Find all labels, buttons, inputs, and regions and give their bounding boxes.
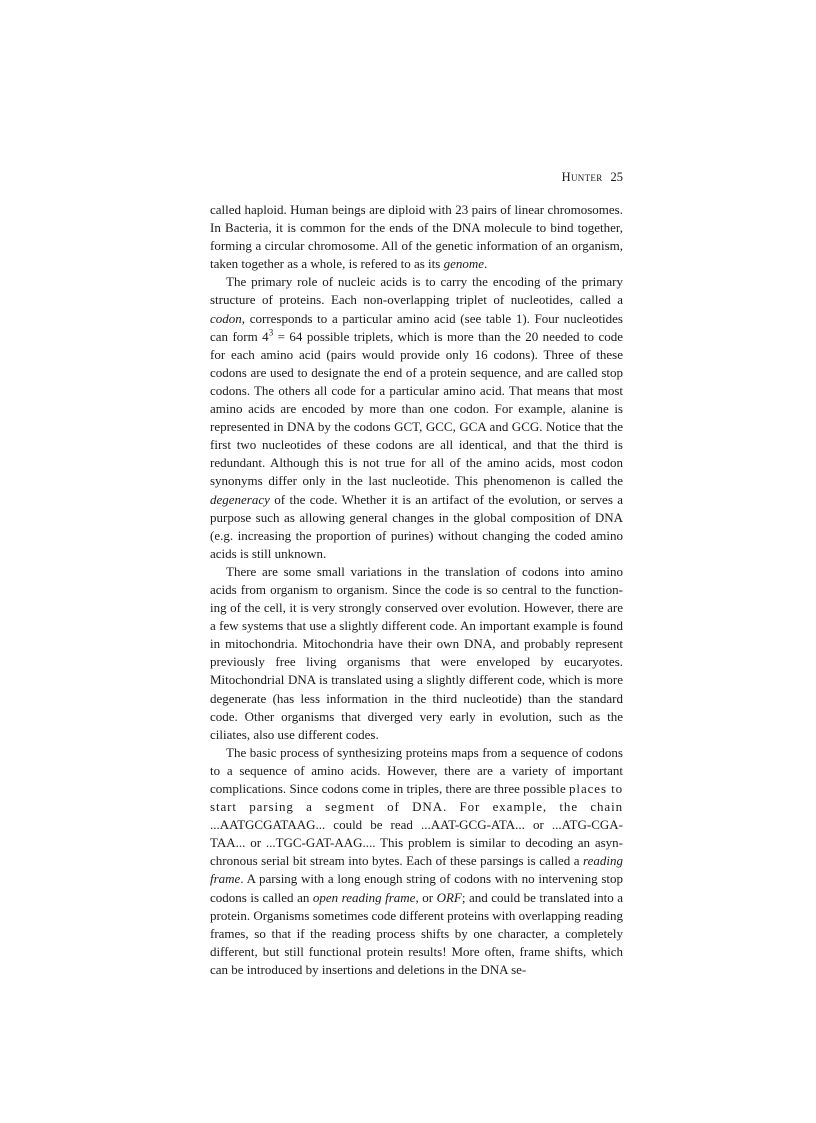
p1-text-b: .	[484, 256, 488, 272]
term-reading-frame: reading frame	[210, 853, 623, 887]
p2-text-b: , corresponds to a particular amino acid (see table 1). Four nucleotides can form 4	[210, 310, 623, 344]
running-header	[562, 170, 623, 185]
p4-text-b: ...AATGCGATAAG... could be read ...AAT-GCG-ATA... or ...ATG-CGA-TAA... or ...TGC-GAT-AAG.... This problem is similar to decoding an asynchronous serial bit stream into bytes. Each of these parsings is called a	[210, 817, 623, 869]
paragraph-2	[210, 273, 623, 563]
body-text	[210, 201, 623, 979]
term-genome: genome	[443, 256, 484, 272]
p2-text-a: The primary role of nucleic acids is to carry the encoding of the primary structure of proteins. Each non-overlapping triplet of nucleotides, called a	[210, 274, 623, 308]
p1-text-a: called haploid. Human beings are diploid with 23 pairs of linear chromosomes. In Bacteria, it is common for the ends of the DNA molecule to bind together, forming a circular chromosome. All of the genetic information of an organism, taken together as a whole, is refered to as its	[210, 202, 623, 272]
term-orf: ORF	[436, 889, 462, 905]
term-open-reading-frame: open reading frame	[312, 889, 416, 905]
p4-text-a: The basic process of synthesizing proteins maps from a sequence of codons to a sequence of amino acids. However, there are a variety of important complications. Since codons come in triples, there are three possible	[210, 744, 623, 796]
p4-text-c: . A parsing with a long enough string of codons with no intervening stop codons is called an	[210, 871, 623, 905]
p4-spaced-line: places to start parsing a segment of DNA. For example, the chain	[210, 781, 623, 815]
running-head-title: Hunter	[561, 170, 603, 184]
exponent: 3	[268, 327, 274, 338]
p2-text-d: of the code. Whether it is an artifact of the evolution, or serves a purpose such as allowing general changes in the global composition of DNA (e.g. increasing the proportion of purines) without changing the coded amino acids is still unknown.	[210, 491, 623, 561]
page-number: 25	[610, 170, 623, 184]
p2-text-c: = 64 possible triplets, which is more than the 20 needed to code for each amino acid (pairs would provide only 16 codons). Three of these codons are used to designate the end of a protein sequence, and are called stop codons. The others all code for a particular amino acid. That means that most amino acids are encoded by more than one codon. For example, alanine is represented in DNA by the codons GCT, GCC, GCA and GCG. Notice that the first two nucleotides of these codons are all identical, and that the third is redundant. Although this is not true for all of the amino acids, most codon synonyms differ only in the last nucleotide. This phenomenon is called the	[210, 328, 623, 489]
term-degeneracy: degeneracy	[210, 491, 270, 507]
p4-text-d: , or	[415, 889, 437, 905]
term-codon: codon	[210, 310, 242, 326]
paragraph-4	[210, 744, 623, 979]
p4-text-e: ; and could be translated into a protein. Organisms sometimes code different proteins with overlapping reading frames, so that if the reading process shifts by one character, a completely different, but still functional protein results! More often, frame shifts, which can be introduced by insertions and deletions in the DNA se-	[210, 889, 623, 977]
paragraph-1	[210, 201, 623, 273]
paragraph-3: There are some small variations in the translation of codons into amino acids from organism to organism. Since the code is so central to the functioning of the cell, it is very strongly conserved over evolution. However, there are a few systems that use a slightly different code. An important example is found in mitochondria. Mitochondria have their own DNA, and probably represent previously free living organisms that were enveloped by eucaryotes. Mitochondrial DNA is translated using a slightly different code, which is more degenerate (has less information in the third nucleotide) than the standard code. Other organisms that diverged very early in evolution, such as the ciliates, also use different codes.	[210, 563, 623, 742]
